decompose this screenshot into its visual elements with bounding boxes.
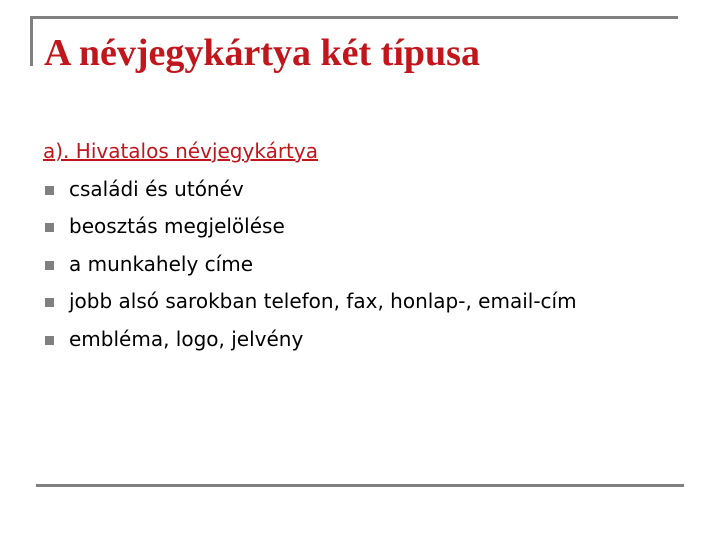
square-bullet-icon xyxy=(45,298,54,307)
frame-bottom-line xyxy=(36,484,684,487)
bullet-text: jobb alsó sarokban telefon, fax, honlap-, email-cím xyxy=(69,289,577,313)
frame-left-line xyxy=(30,16,33,66)
square-bullet-icon xyxy=(45,223,54,232)
square-bullet-icon xyxy=(45,336,54,345)
bullet-item xyxy=(43,321,683,359)
bullet-item xyxy=(43,283,683,321)
bullet-text: beosztás megjelölése xyxy=(69,214,285,238)
slide-body xyxy=(43,133,683,358)
bullet-text: a munkahely címe xyxy=(69,251,254,276)
bullet-text: családi és utónév xyxy=(69,176,244,201)
frame-top-line xyxy=(30,16,678,19)
bullet-item xyxy=(43,246,683,284)
slide-title: A névjegykártya két típusa xyxy=(44,32,480,74)
bullet-list xyxy=(43,171,683,359)
bullet-text: embléma, logo, jelvény xyxy=(69,326,304,351)
square-bullet-icon xyxy=(45,186,54,195)
bullet-item xyxy=(43,208,683,246)
bullet-item xyxy=(43,171,683,209)
square-bullet-icon xyxy=(45,261,54,270)
section-heading: a). Hivatalos névjegykártya xyxy=(43,139,318,163)
